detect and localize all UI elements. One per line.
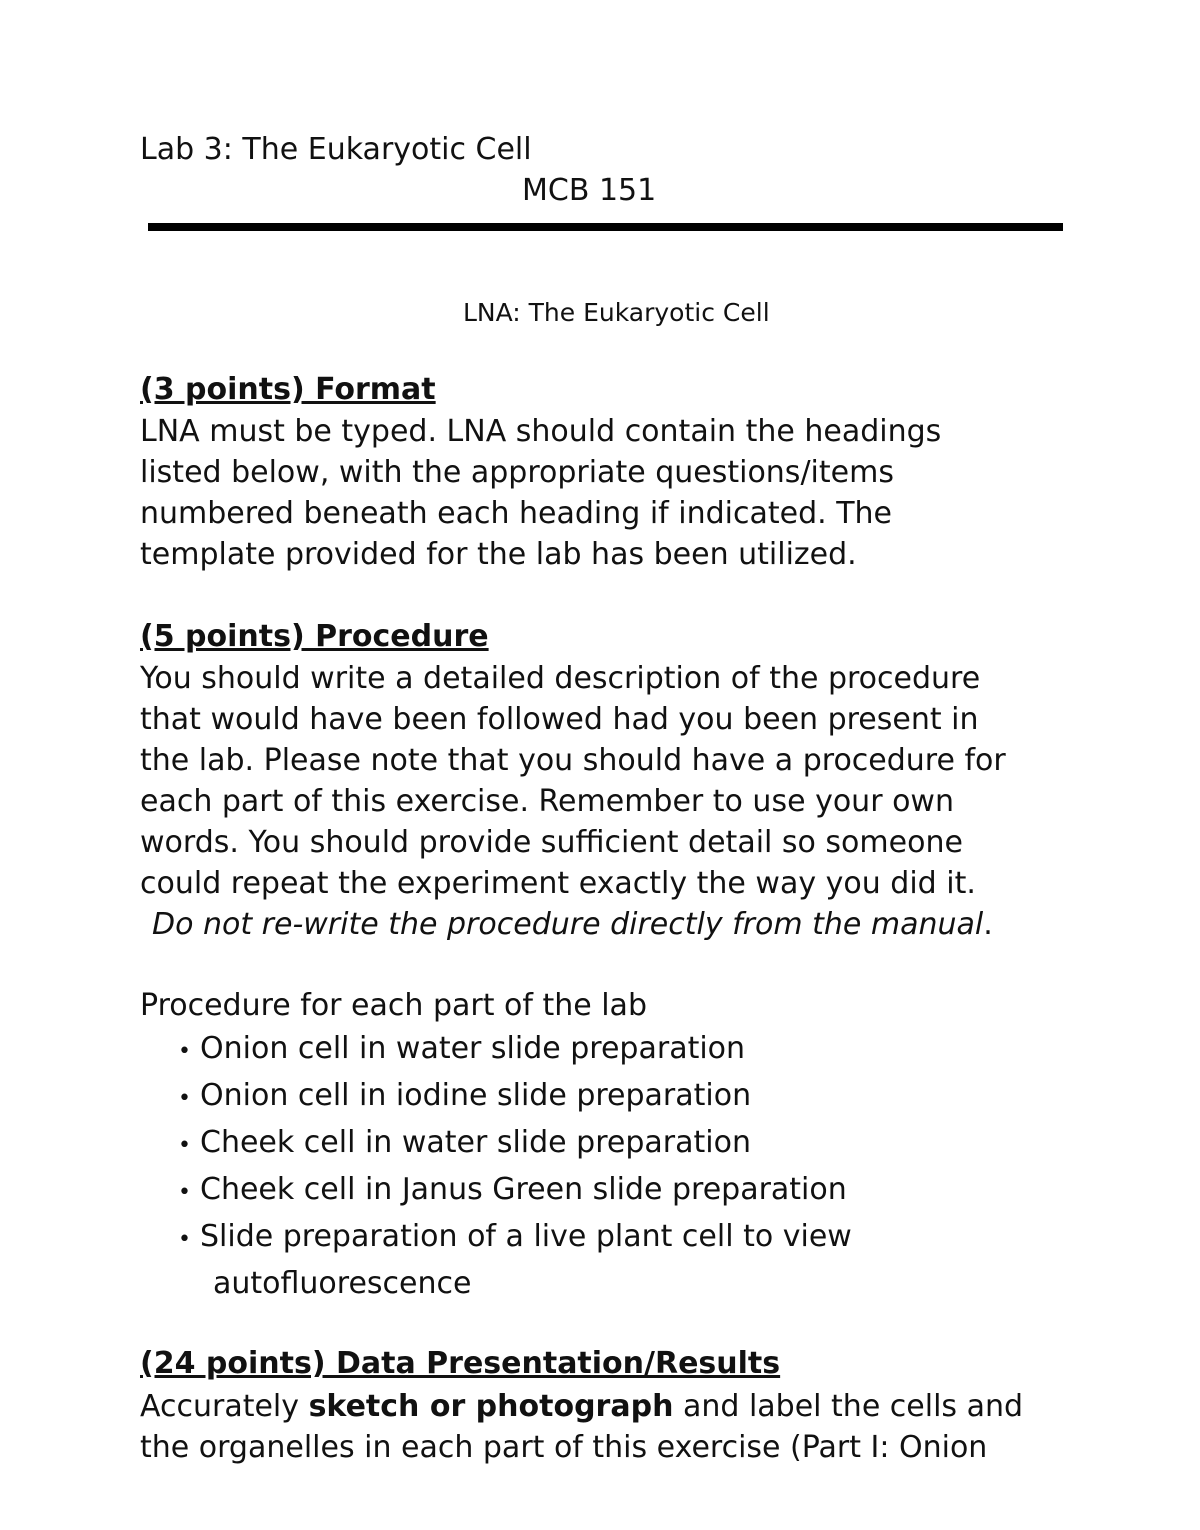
results-line: Accurately sketch or photograph and label the cells and [140,1389,1024,1424]
procedure-warning-period: . [983,907,993,942]
list-item: • Slide preparation of a live plant cell to view [178,1215,852,1262]
list-item-continuation: autofluorescence [213,1266,472,1301]
results-heading: (24 points) Data Presentation/Results [140,1346,781,1381]
list-item: • Cheek cell in Janus Green slide preparation [178,1168,852,1215]
header-rule [148,223,1063,231]
format-heading: (3 points) Format [140,372,436,407]
list-item: • Cheek cell in water slide preparation [178,1121,852,1168]
procedure-line: each part of this exercise. Remember to use your own [140,784,954,819]
results-emphasis: sketch or photograph [308,1389,674,1424]
bullet-icon: • [178,1086,191,1111]
format-line: numbered beneath each heading if indicated. The [140,496,893,531]
procedure-line: the lab. Please note that you should have a procedure for [140,743,1006,778]
course-code: MCB 151 [522,173,657,208]
results-line: the organelles in each part of this exercise (Part I: Onion [140,1430,988,1465]
procedure-heading: (5 points) Procedure [140,619,489,654]
format-line: LNA must be typed. LNA should contain the headings [140,414,942,449]
procedure-line: that would have been followed had you been present in [140,702,979,737]
list-item: • Onion cell in iodine slide preparation [178,1074,852,1121]
bullet-icon: • [178,1180,191,1205]
format-paragraph [140,411,941,575]
procedure-paragraph [140,658,1006,945]
lab-title: Lab 3: The Eukaryotic Cell [140,132,532,167]
bullet-icon: • [178,1133,191,1158]
procedure-warning [140,904,1006,945]
list-item: • Onion cell in water slide preparation [178,1027,852,1074]
results-paragraph [140,1386,1023,1468]
bullet-icon: • [178,1039,191,1064]
format-line: listed below, with the appropriate questions/items [140,455,894,490]
procedure-line: You should write a detailed description of the procedure [140,661,981,696]
format-line: template provided for the lab has been utilized. [140,537,857,572]
document-subtitle: LNA: The Eukaryotic Cell [463,298,770,327]
procedure-list-intro: Procedure for each part of the lab [140,988,647,1023]
procedure-line: words. You should provide sufficient detail so someone [140,825,963,860]
bullet-icon: • [178,1227,191,1252]
procedure-line: could repeat the experiment exactly the way you did it. [140,866,976,901]
procedure-list [178,1027,852,1307]
procedure-warning-text: Do not re-write the procedure directly from the manual [152,907,984,942]
